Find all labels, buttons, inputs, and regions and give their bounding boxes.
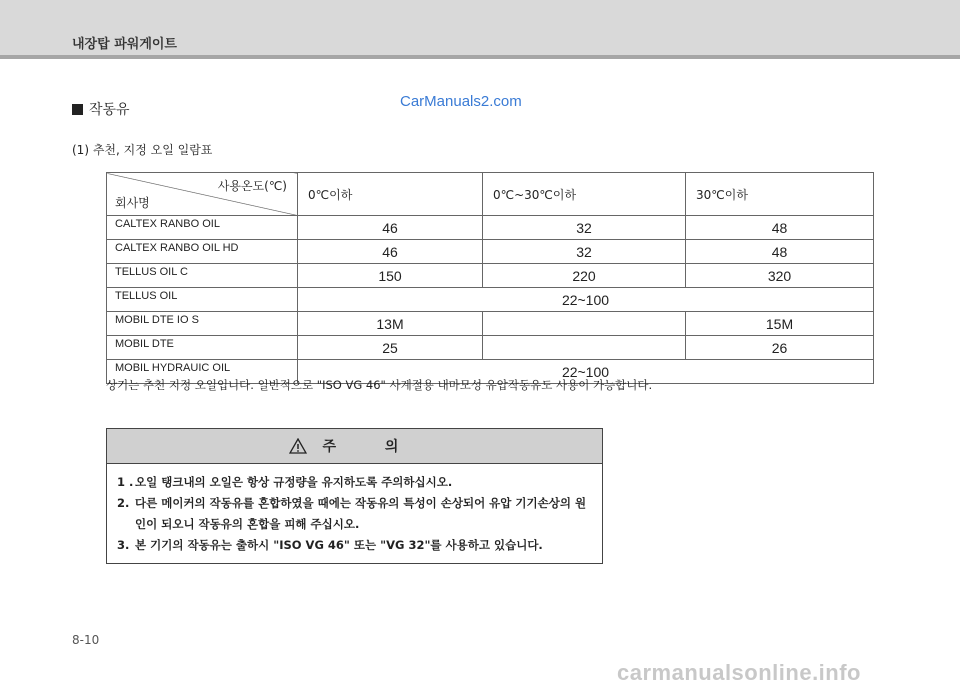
- table-cell: 220: [483, 264, 686, 288]
- section-title-text: 작동유: [89, 102, 130, 118]
- oil-name: TELLUS OIL C: [107, 264, 298, 288]
- watermark-top: CarManuals2.com: [400, 93, 522, 110]
- table-row: [107, 240, 874, 264]
- caution-title: 주 의: [322, 439, 421, 455]
- column-header: 0℃~30℃이하: [483, 173, 686, 216]
- table-row: [107, 216, 874, 240]
- table-cell: 150: [298, 264, 483, 288]
- section-title: [72, 99, 130, 119]
- square-bullet-icon: [72, 104, 83, 115]
- header-title: 내장탑 파워게이트: [72, 37, 177, 52]
- caution-item-text: 다른 메이커의 작동유를 혼합하였을 때에는 작동유의 특성이 손상되어 유압 기기손상의 원인이 되오니 작동유의 혼합을 피해 주십시오.: [135, 496, 587, 531]
- table-cell: 46: [298, 216, 483, 240]
- table-cell-span: 22~100: [298, 360, 874, 384]
- corner-company-label: 회사명: [115, 196, 150, 210]
- oil-name: CALTEX RANBO OIL HD: [107, 240, 298, 264]
- table-header-row: [107, 173, 874, 216]
- table-cell: 13M: [298, 312, 483, 336]
- caution-item-number: 1 .: [117, 475, 134, 489]
- table-cell: 46: [298, 240, 483, 264]
- corner-temperature-label: 사용온도(℃): [217, 179, 287, 193]
- table-cell: 48: [686, 240, 874, 264]
- page-number: 8-10: [72, 633, 100, 647]
- table-cell: 32: [483, 216, 686, 240]
- table-cell-span: 22~100: [298, 288, 874, 312]
- column-header: 30℃이하: [686, 173, 874, 216]
- table-cell: 15M: [686, 312, 874, 336]
- column-header: 0℃이하: [298, 173, 483, 216]
- table-row: [107, 336, 874, 360]
- oil-name: MOBIL DTE: [107, 336, 298, 360]
- header-bar: [0, 0, 960, 59]
- caution-item-number: 3.: [117, 538, 130, 552]
- warning-triangle-icon: [289, 438, 307, 454]
- caution-box: [106, 428, 603, 564]
- oil-name: CALTEX RANBO OIL: [107, 216, 298, 240]
- table-cell: [483, 312, 686, 336]
- table-row: [107, 264, 874, 288]
- oil-name: MOBIL DTE IO S: [107, 312, 298, 336]
- table-cell: 25: [298, 336, 483, 360]
- caution-item-text: 오일 탱크내의 오일은 항상 규정량을 유지하도록 주의하십시오.: [135, 475, 453, 489]
- oil-name: TELLUS OIL: [107, 288, 298, 312]
- caution-item-text: 본 기기의 작동유는 출하시 "ISO VG 46" 또는 "VG 32"를 사용하고 있습니다.: [135, 538, 543, 552]
- table-corner-cell: [107, 173, 298, 216]
- table-row: [107, 312, 874, 336]
- caution-list: [107, 464, 602, 556]
- table-cell: 48: [686, 216, 874, 240]
- table-cell: 32: [483, 240, 686, 264]
- table-cell: 320: [686, 264, 874, 288]
- section-subtitle: (1) 추천, 지정 오일 일람표: [72, 143, 213, 157]
- watermark-bottom: carmanualsonline.info: [617, 660, 861, 685]
- caution-item-number: 2.: [117, 496, 130, 510]
- oil-name: MOBIL HYDRAUIC OIL: [107, 360, 298, 384]
- table-note: 상기는 추천 지정 오일입니다. 일반적으로 "ISO VG 46" 사계절용 내마모성 유압작동유도 사용이 가능합니다.: [106, 378, 653, 392]
- caution-item: [117, 535, 592, 556]
- table-cell: [483, 336, 686, 360]
- caution-header: [107, 429, 602, 464]
- oil-table: [106, 172, 874, 384]
- caution-item: [117, 472, 592, 493]
- table-row: [107, 288, 874, 312]
- table-cell: 26: [686, 336, 874, 360]
- caution-item: [117, 493, 592, 535]
